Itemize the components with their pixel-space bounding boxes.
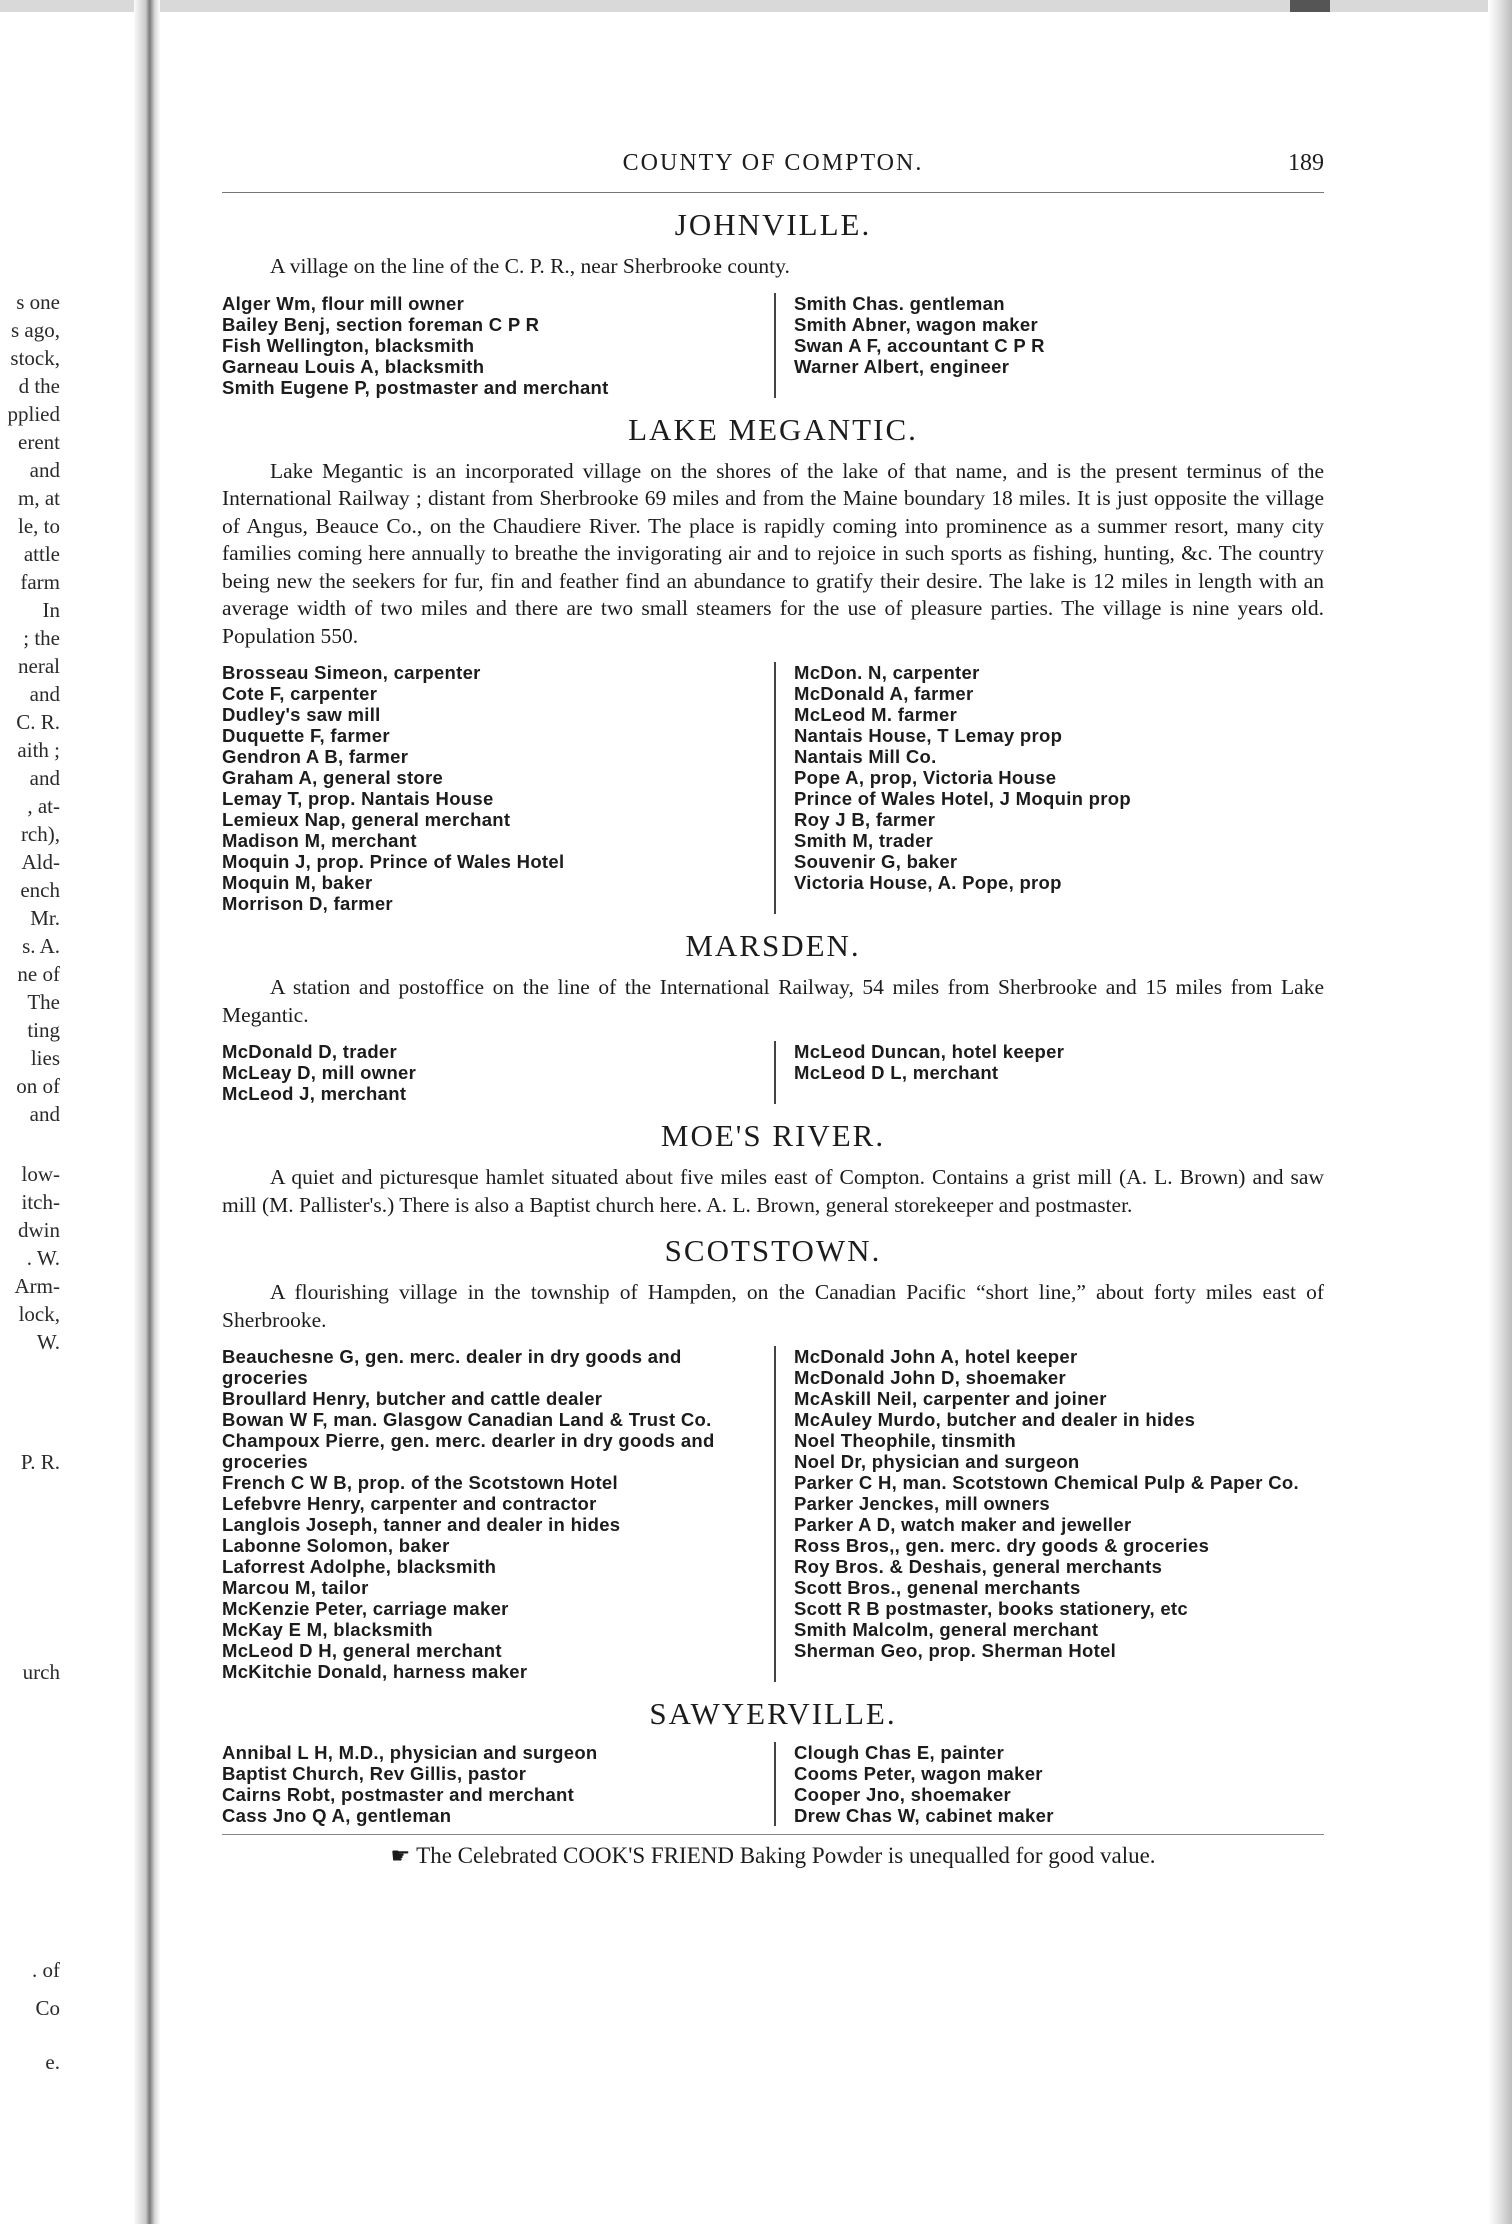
directory-entry: Noel Dr, physician and surgeon [794, 1451, 1080, 1472]
directory-entry: Cass Jno Q A, gentleman [222, 1805, 452, 1826]
footer-rule [222, 1834, 1324, 1835]
section-title: JOHNVILLE. [674, 207, 872, 242]
directory-entry: McLeod J, merchant [222, 1083, 407, 1104]
fragment-line: neral [18, 654, 60, 678]
directory-columns [222, 293, 1324, 398]
directory-column-left [222, 1346, 776, 1682]
directory-entry: Morrison D, farmer [222, 893, 393, 914]
fragment-line: Arm- [14, 1274, 60, 1298]
directory-entry: McKitchie Donald, harness maker [222, 1661, 528, 1682]
directory-entry: Smith Malcolm, general merchant [794, 1619, 1099, 1640]
directory-columns [222, 1346, 1324, 1682]
directory-entry: Prince of Wales Hotel, J Moquin prop [794, 788, 1131, 809]
running-title: COUNTY OF COMPTON. [622, 150, 924, 176]
directory-entry: French C W B, prop. of the Scotstown Hotel [222, 1472, 618, 1493]
directory-entry: Souvenir G, baker [794, 851, 958, 872]
section-description: A village on the line of the C. P. R., near Sherbrooke county. [270, 254, 790, 278]
directory-entry: Scott R B postmaster, books stationery, etc [794, 1598, 1188, 1619]
fragment-line: lock, [18, 1302, 60, 1326]
directory-entry: Scott Bros., genenal merchants [794, 1577, 1081, 1598]
section-title: MOE'S RIVER. [660, 1118, 886, 1153]
directory-entry: Nantais House, T Lemay prop [794, 725, 1063, 746]
page-edge-shadow [1488, 0, 1512, 2224]
pointing-hand-icon: ☛ [390, 1843, 411, 1868]
directory-entry: Alger Wm, flour mill owner [222, 292, 465, 314]
section-description: A station and postoffice on the line of the International Railway, 54 miles from Sherbrooke and 15 miles from Lake Megantic. [222, 975, 1324, 1027]
directory-entry: Roy Bros. & Deshais, general merchants [794, 1556, 1163, 1577]
section-title: LAKE MEGANTIC. [628, 411, 918, 447]
section-sawyerville [222, 1696, 1324, 1826]
directory-entry: Cote F, carpenter [222, 683, 378, 704]
directory-entry: Bailey Benj, section foreman C P R [222, 313, 540, 335]
directory-entry: Beauchesne G, gen. merc. dealer in dry goods and groceries [222, 1346, 682, 1388]
section-johnville [222, 207, 1324, 398]
directory-entry: Ross Bros,, gen. merc. dry goods & groceries [794, 1535, 1210, 1556]
fragment-line: and [29, 458, 60, 482]
fragment-line: The [27, 990, 60, 1014]
fragment-line: e. [45, 2050, 60, 2074]
directory-entry: Sherman Geo, prop. Sherman Hotel [794, 1640, 1117, 1661]
fragment-line: ench [20, 878, 60, 902]
section-title: MARSDEN. [685, 928, 861, 963]
directory-column-left [222, 1041, 776, 1104]
directory-entry: McDonald A, farmer [794, 683, 974, 704]
fragment-line: and [29, 766, 60, 790]
fragment-line: . of [32, 1958, 60, 1982]
directory-entry: Lemieux Nap, general merchant [222, 809, 511, 830]
directory-entry: Smith Chas. gentleman [794, 292, 1005, 314]
scan-top-edge [0, 0, 1512, 12]
directory-entry: Lemay T, prop. Nantais House [222, 788, 494, 809]
fragment-line: attle [23, 542, 60, 566]
fragment-line: rch), [20, 822, 60, 846]
directory-entry: Smith Abner, wagon maker [794, 313, 1038, 335]
directory-entry: Smith M, trader [794, 830, 934, 851]
directory-entry: Annibal L H, M.D., physician and surgeon [222, 1742, 598, 1763]
directory-entry: McLeod Duncan, hotel keeper [794, 1041, 1065, 1062]
directory-entry: Laforrest Adolphe, blacksmith [222, 1556, 497, 1577]
fragment-line: dwin [18, 1218, 60, 1242]
fragment-line: In [42, 598, 60, 622]
advertisement-text: The Celebrated COOK'S FRIEND Baking Powder is unequalled for good value. [416, 1843, 1156, 1868]
fragment-line: low- [21, 1162, 60, 1186]
fragment-line: stock, [10, 346, 60, 370]
directory-entry: McAskill Neil, carpenter and joiner [794, 1388, 1107, 1409]
fragment-line: s one [16, 290, 60, 314]
directory-entry: McLeay D, mill owner [222, 1062, 417, 1083]
directory-entry: Noel Theophile, tinsmith [794, 1430, 1017, 1451]
directory-entry: Smith Eugene P, postmaster and merchant [222, 376, 609, 398]
directory-entry: Roy J B, farmer [794, 809, 936, 830]
section-scotstown [222, 1233, 1324, 1682]
directory-entry: Warner Albert, engineer [794, 355, 1010, 377]
fragment-line: , at- [27, 794, 60, 818]
fragment-line: . W. [26, 1246, 60, 1270]
directory-entry: McDonald John A, hotel keeper [794, 1346, 1078, 1367]
directory-entry: Fish Wellington, blacksmith [222, 334, 475, 356]
section-moe-s-river [222, 1118, 1324, 1219]
directory-entry: McDonald John D, shoemaker [794, 1367, 1066, 1388]
directory-entry: Dudley's saw mill [222, 704, 381, 725]
directory-page [222, 150, 1324, 1869]
directory-entry: Marcou M, tailor [222, 1577, 369, 1598]
directory-entry: McKenzie Peter, carriage maker [222, 1598, 509, 1619]
fragment-line: ting [27, 1018, 60, 1042]
directory-entry: Pope A, prop, Victoria House [794, 767, 1057, 788]
directory-columns [222, 1041, 1324, 1104]
header-rule [222, 192, 1324, 193]
directory-entry: McLeod D L, merchant [794, 1062, 999, 1083]
directory-entry: Parker C H, man. Scotstown Chemical Pulp & Paper Co. [794, 1472, 1299, 1493]
directory-entry: McDon. N, carpenter [794, 662, 980, 683]
directory-entry: Champoux Pierre, gen. merc. dearler in dry goods and groceries [222, 1430, 715, 1472]
directory-column-left [222, 293, 776, 398]
directory-entry: Gendron A B, farmer [222, 746, 409, 767]
directory-entry: Swan A F, accountant C P R [794, 334, 1045, 356]
directory-entry: Parker A D, watch maker and jeweller [794, 1514, 1132, 1535]
fragment-line: s. A. [22, 934, 60, 958]
scan-top-mark [1290, 0, 1330, 12]
fragment-line: and [29, 682, 60, 706]
directory-entry: Cairns Robt, postmaster and merchant [222, 1784, 575, 1805]
fragment-line: m, at [18, 486, 60, 510]
directory-entry: Cooper Jno, shoemaker [794, 1784, 1012, 1805]
fragment-line: and [29, 1102, 60, 1126]
directory-entry: McLeod D H, general merchant [222, 1640, 502, 1661]
fragment-line: C. R. [16, 710, 60, 734]
directory-column-right [776, 1742, 1324, 1826]
fragment-line: s ago, [11, 318, 60, 342]
directory-column-right [776, 293, 1324, 398]
directory-column-left [222, 1742, 776, 1826]
directory-columns [222, 1742, 1324, 1826]
directory-entry: Victoria House, A. Pope, prop [794, 872, 1062, 893]
section-title: SAWYERVILLE. [649, 1696, 897, 1731]
directory-entry: Clough Chas E, painter [794, 1742, 1005, 1763]
fragment-line: Mr. [30, 906, 60, 930]
directory-entry: Drew Chas W, cabinet maker [794, 1805, 1054, 1826]
page-number: 189 [1288, 150, 1324, 176]
fragment-line: ne of [17, 962, 60, 986]
directory-entry: McKay E M, blacksmith [222, 1619, 433, 1640]
fragment-line: farm [20, 570, 60, 594]
section-marsden [222, 928, 1324, 1104]
fragment-line: P. R. [20, 1450, 60, 1474]
directory-entry: Moquin M, baker [222, 872, 373, 893]
fragment-line: aith ; [17, 738, 60, 762]
section-description: Lake Megantic is an incorporated village on the shores of the lake of that name, and is the present terminus of the International Railway ; distant from Sherbrooke 69 miles and from the Maine boundary 18 miles. It is just opposite the village of Angus, Beauce Co., on the Chaudiere River. The place is rapidly coming into prominence as a summer resort, many city families coming here annually to breathe the invigorating air and to rejoice in such sports as fishing, hunting, &c. The country being new the seekers for fur, fin and feather find an abundance to gratify their desire. The lake is 12 miles in length with an average width of two miles and there are two small steamers for the use of pleasure parties. The village is nine years old. Population 550. [222, 458, 1324, 648]
fragment-line: itch- [21, 1190, 60, 1214]
directory-entry: McLeod M. farmer [794, 704, 958, 725]
directory-entry: Cooms Peter, wagon maker [794, 1763, 1043, 1784]
fragment-line: Co [35, 1996, 60, 2020]
sections-container [222, 207, 1324, 1826]
fragment-line: pplied [7, 402, 60, 426]
directory-column-right [776, 1346, 1324, 1682]
directory-entry: Madison M, merchant [222, 830, 417, 851]
page-header [222, 150, 1324, 184]
book-gutter [134, 0, 160, 2224]
advertisement-footer [222, 1843, 1324, 1869]
directory-entry: Lefebvre Henry, carpenter and contractor [222, 1493, 597, 1514]
directory-entry: Garneau Louis A, blacksmith [222, 355, 485, 377]
directory-entry: Graham A, general store [222, 767, 444, 788]
directory-entry: Baptist Church, Rev Gillis, pastor [222, 1763, 527, 1784]
directory-entry: Brosseau Simeon, carpenter [222, 662, 481, 683]
directory-entry: Moquin J, prop. Prince of Wales Hotel [222, 851, 565, 872]
fragment-line: ; the [23, 626, 60, 650]
directory-entry: Bowan W F, man. Glasgow Canadian Land & Trust Co. [222, 1409, 712, 1430]
facing-page-fragment [0, 0, 130, 2224]
section-description: A flourishing village in the township of Hampden, on the Canadian Pacific “short line,” about forty miles east of Sherbrooke. [222, 1280, 1324, 1332]
directory-column-left [222, 662, 776, 914]
fragment-line: lies [30, 1046, 60, 1070]
directory-entry: McDonald D, trader [222, 1041, 398, 1062]
fragment-line: d the [18, 374, 60, 398]
fragment-line: urch [22, 1660, 60, 1684]
fragment-line: erent [18, 430, 60, 454]
directory-entry: Duquette F, farmer [222, 725, 390, 746]
directory-column-right [776, 662, 1324, 914]
directory-entry: Nantais Mill Co. [794, 746, 937, 767]
directory-entry: Langlois Joseph, tanner and dealer in hides [222, 1514, 621, 1535]
fragment-line: Ald- [21, 850, 60, 874]
fragment-line: le, to [18, 514, 60, 538]
directory-entry: Parker Jenckes, mill owners [794, 1493, 1050, 1514]
directory-columns [222, 662, 1324, 914]
directory-entry: Broullard Henry, butcher and cattle dealer [222, 1388, 603, 1409]
section-title: SCOTSTOWN. [664, 1233, 882, 1268]
directory-entry: McAuley Murdo, butcher and dealer in hides [794, 1409, 1196, 1430]
section-lake-megantic [222, 412, 1324, 915]
section-description: A quiet and picturesque hamlet situated about five miles east of Compton. Contains a grist mill (A. L. Brown) and saw mill (M. Pallister's.) There is also a Baptist church here. A. L. Brown, general storekeeper and postmaster. [222, 1165, 1324, 1217]
fragment-line: W. [36, 1330, 60, 1354]
directory-entry: Labonne Solomon, baker [222, 1535, 450, 1556]
fragment-line: on of [16, 1074, 60, 1098]
directory-column-right [776, 1041, 1324, 1104]
